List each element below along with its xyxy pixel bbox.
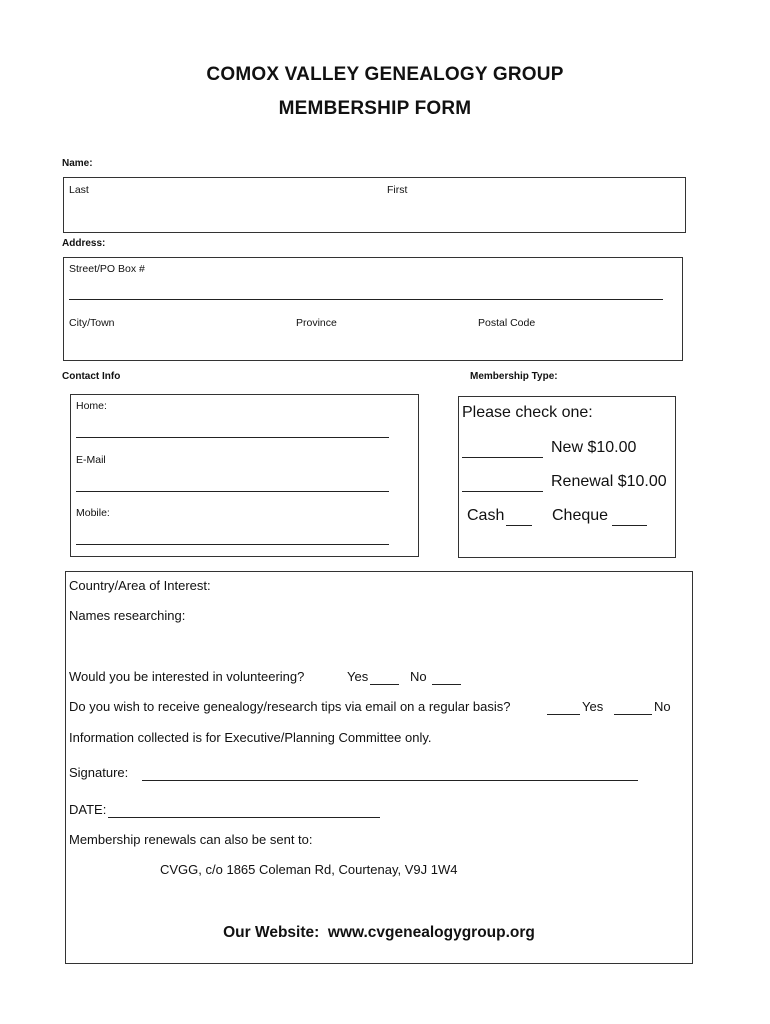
contact-section-label: Contact Info — [62, 371, 121, 382]
please-check-instruction: Please check one: — [462, 404, 593, 421]
volunteer-yes-line[interactable] — [370, 684, 399, 685]
volunteer-yes-label: Yes — [347, 669, 369, 684]
home-phone-line[interactable] — [76, 437, 389, 438]
country-interest-label: Country/Area of Interest: — [69, 578, 211, 593]
email-label: E-Mail — [76, 454, 106, 466]
mobile-line[interactable] — [76, 544, 389, 545]
province-label: Province — [296, 317, 337, 329]
names-researching-label: Names researching: — [69, 608, 186, 623]
email-line[interactable] — [76, 491, 389, 492]
renewal-checkbox-line[interactable] — [462, 491, 543, 492]
address-section-label: Address: — [62, 238, 106, 249]
tips-question: Do you wish to receive genealogy/research tips via email on a regular basis? — [69, 699, 511, 714]
cash-label: Cash — [467, 507, 505, 524]
tips-no-line[interactable] — [614, 714, 652, 715]
name-field-box[interactable] — [63, 177, 686, 233]
date-label: DATE: — [69, 802, 107, 817]
cheque-checkbox-line[interactable] — [612, 525, 647, 526]
signature-line[interactable] — [142, 780, 638, 781]
new-checkbox-line[interactable] — [462, 457, 543, 458]
website-link[interactable]: www.cvgenealogygroup.org — [327, 924, 535, 941]
mobile-label: Mobile: — [76, 507, 110, 519]
name-section-label: Name: — [62, 158, 93, 169]
cheque-label: Cheque — [552, 507, 609, 524]
details-box — [65, 571, 693, 964]
tips-yes-line[interactable] — [547, 714, 580, 715]
street-label: Street/PO Box # — [69, 263, 145, 275]
volunteer-question: Would you be interested in volunteering? — [69, 669, 305, 684]
volunteer-no-label: No — [410, 669, 427, 684]
form-title: COMOX VALLEY GENEALOGY GROUP — [206, 64, 564, 85]
info-note: Information collected is for Executive/Planning Committee only. — [69, 730, 432, 745]
last-name-label: Last — [69, 184, 89, 196]
contact-field-box[interactable] — [70, 394, 419, 557]
website-label: Our Website: — [223, 924, 320, 941]
city-label: City/Town — [69, 317, 115, 329]
address-field-box[interactable] — [63, 257, 683, 361]
volunteer-no-line[interactable] — [432, 684, 461, 685]
date-line[interactable] — [108, 817, 380, 818]
tips-yes-label: Yes — [582, 699, 604, 714]
signature-label: Signature: — [69, 765, 129, 780]
renewal-membership-option: Renewal $10.00 — [551, 473, 667, 490]
home-phone-label: Home: — [76, 400, 107, 412]
renewal-note: Membership renewals can also be sent to: — [69, 832, 313, 847]
postal-code-label: Postal Code — [478, 317, 536, 329]
form-subtitle: MEMBERSHIP FORM — [278, 98, 472, 119]
website-line — [0, 924, 758, 942]
mailing-address: CVGG, c/o 1865 Coleman Rd, Courtenay, V9J 1W4 — [160, 862, 458, 877]
membership-type-label: Membership Type: — [470, 371, 558, 382]
new-membership-option: New $10.00 — [551, 439, 637, 456]
tips-no-label: No — [654, 699, 671, 714]
first-name-label: First — [387, 184, 408, 196]
street-line[interactable] — [69, 299, 663, 300]
cash-checkbox-line[interactable] — [506, 525, 532, 526]
